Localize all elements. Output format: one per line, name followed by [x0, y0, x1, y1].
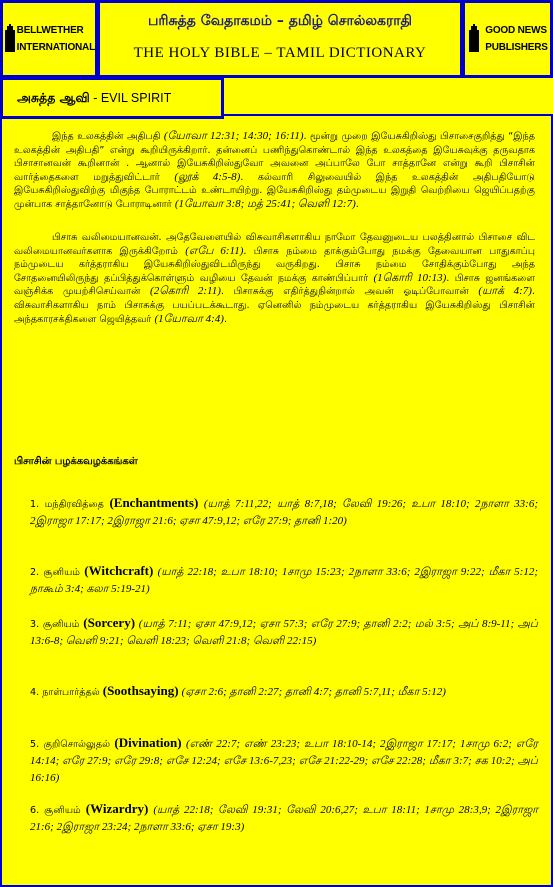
- item-number: 1.: [30, 499, 40, 510]
- item-number: 4.: [30, 687, 40, 698]
- item-number: 6.: [30, 805, 40, 816]
- logo-left-line1: BELLWETHER: [16, 25, 84, 36]
- bible-logo-icon: [467, 24, 481, 54]
- section-subheading: பிசாசின் பழக்கவழக்கங்கள்: [14, 456, 138, 467]
- list-item: [30, 494, 538, 530]
- bible-logo-icon: [3, 24, 13, 54]
- item-references: (ஏசா 2:6; தானி 2:27; தானி 4:7; தானி 5:7,11; மீகா 5:12): [181, 686, 446, 698]
- title-box: [97, 0, 463, 78]
- logo-right: [462, 0, 553, 78]
- scripture-reference: (லூக் 4:5-8): [174, 170, 241, 183]
- item-term-english: (Wizardry): [85, 801, 149, 816]
- logo-right-line2: PUBLISHERS: [485, 42, 548, 53]
- scripture-reference: (2கொரி 2:11): [150, 285, 221, 298]
- paragraph-text: . கல்வாரி சிலுவையில் இந்த உலகத்தின் அதிபதியோடு இயேசுகிறிஸ்துவிற்கு மிகுந்த போராட்டம் உண்டாயிற்று. இயேசுகிறிஸ்து தம்முடைய இறுதி வெற்றியை ஜெயிப்பதற்கு முன்பாக சாத்தானோடு போராடினார்: [14, 171, 535, 210]
- logo-right-line1: GOOD NEWS: [485, 25, 547, 36]
- paragraph-text: .: [355, 198, 359, 210]
- list-item: [30, 800, 538, 836]
- list-item: [30, 614, 538, 650]
- logo-left: [0, 0, 98, 78]
- paragraph: [14, 231, 535, 326]
- item-references: (யாத் 7:11,22; யாத் 8:7,18; லேவி 19:26; உபா 18:10; 2நாளா 33:6; 2இராஜா 17:17; 2இராஜா 21:6; ஏசா 47:9,12; எரே 27:9; தானி 1:20): [30, 498, 538, 527]
- title-english: THE HOLY BIBLE – TAMIL DICTIONARY: [133, 45, 427, 61]
- item-number: 3.: [30, 619, 40, 630]
- item-term-tamil: நாள்பார்த்தல்: [42, 687, 100, 698]
- scripture-reference: (1யோவா 4:4): [154, 312, 224, 325]
- item-references: (யாத் 7:11; ஏசா 47:9,12; ஏசா 57:3; எரே 27:9; தானி 2:2; மல் 3:5; அப் 8:9-11; அப் 13:6-8; வெளி 9:21; வெளி 18:23; வெளி 21:8; வெளி 22:15): [30, 618, 538, 647]
- paragraph-text: . விசுவாசிகளாகிய நாம் பிசாசுக்கு பயப்படக்கூடாது. ஏனெனில் நம்முடைய கர்த்தராகிய இயேசுகிறிஸ்து பிசாசின் அந்தகாரசக்திகளை ஜெயித்தவர்: [14, 286, 535, 325]
- paragraph-text: . மூன்று முறை இயேசுகிறிஸ்து பிசாசைகுறித்து “இந்த உலகத்தின் அதிபதி” என்று கூறியிருக்கிறார். தன்னைப் பணிந்துகொண்டால் இந்த உலகத்தை இயேசுவுக்கு தருவதாக பிசாசானவன் கூறினான் . ஆனால் இயேசுகிறிஸ்துவோ அவனை அப்பாலே போ சாத்தானே என்று கூறி பிசாசின் வார்த்தைகளை மறுத்துவிட்டார்: [14, 131, 535, 183]
- entry-term-english: - EVIL SPIRIT: [89, 91, 172, 105]
- item-term-tamil: சூனியம்: [42, 619, 80, 630]
- paragraph-text: இந்த உலகத்தின் அதிபதி: [52, 131, 164, 142]
- scripture-reference: (1கொரி 10:13): [373, 271, 447, 284]
- scripture-reference: (எபே 6:11): [185, 244, 244, 257]
- scripture-reference: (யோவா 12:31; 14:30; 16:11): [163, 130, 304, 142]
- entry-heading-box: [0, 77, 224, 119]
- item-term-tamil: சூனியம்: [43, 567, 81, 578]
- item-term-tamil: சூனியம்: [44, 805, 81, 816]
- entry-term-tamil: அசுத்த ஆவி: [17, 90, 90, 105]
- item-term-english: (Witchcraft): [84, 563, 154, 578]
- entry-heading: [17, 90, 171, 107]
- paragraph: [14, 130, 535, 212]
- list-item: [30, 682, 538, 701]
- item-term-english: (Enchantments): [109, 495, 199, 510]
- paragraph-text: பிசாசு வலிமையானவன். அதேவேளையில் விசுவாசிகளாகிய நாமோ தேவனுடைய பலத்தினால் பிசாசை விட வலிமையானவர்களாக இருக்கிறோம்: [14, 232, 535, 257]
- logo-left-line2: INTERNATIONAL: [16, 42, 95, 53]
- item-number: 5.: [30, 739, 40, 750]
- list-item: [30, 734, 538, 787]
- item-references: (யாத் 22:18; உபா 18:10; 1சாமு 15:23; 2நாளா 33:6; 2இராஜா 9:22; மீகா 5:12; நாகூம் 3:4; கலா 5:19-21): [30, 566, 539, 595]
- title-tamil: பரிசுத்த வேதாகமம் – தமிழ் சொல்லகராதி: [148, 13, 412, 29]
- item-term-tamil: மந்திரவித்தை: [44, 499, 104, 510]
- item-term-english: (Sorcery): [83, 615, 136, 630]
- item-term-english: (Divination): [114, 735, 182, 750]
- item-term-tamil: குறிசொல்லுதல்: [43, 739, 111, 750]
- paragraph-text: . பிசாசு நம்மை தாக்கும்போது நமக்கு தேவையான பாதுகாப்பு நம்முடைய கர்த்தராகிய இயேசுகிறிஸ்துவிடமிருந்து வருகிறது. பிசாசு நம்மை சோதிக்கும்போது அந்த சோதனையிலிருந்து தப்பித்துக்கொள்ளும் வழியை தேவன் நமக்கு காண்பிப்பார்: [14, 245, 535, 284]
- item-references: (எண் 22:7; எண் 23:23; உபா 18:10-14; 2இராஜா 17:17; 1சாமு 6:2; எரே 14:14; எரே 27:9; எரே 29:8; எசே 12:24; எசே 13:6-7,23; எசே 21:22-29; எசே 22:28; மீகா 3:7; சக 10:2; அப் 16:16): [30, 738, 538, 784]
- item-term-english: (Soothsaying): [102, 683, 179, 698]
- scripture-reference: (1யோவா 3:8; மத் 25:41; வெளி 12:7): [174, 197, 356, 210]
- paragraph-text: . பிசாசுக்கு எதிர்த்துநின்றால் அவன் ஓடிப்போவான்: [220, 286, 479, 298]
- paragraph-text: . பிசாசு ஜனங்களை வஞ்சிக்க முயற்சிசெய்வான்: [14, 272, 535, 298]
- paragraph-text: .: [223, 313, 228, 325]
- list-item: [30, 562, 538, 598]
- item-number: 2.: [30, 567, 40, 578]
- item-references: (யாத் 22:18; லேவி 19:31; லேவி 20:6,27; உபா 18:11; 1சாமு 28:3,9; 2இராஜா 21:6; 2இராஜா 23:24; 2நாளா 33:6; ஏசா 19:3): [30, 804, 538, 833]
- scripture-reference: (யாக் 4:7): [478, 285, 532, 298]
